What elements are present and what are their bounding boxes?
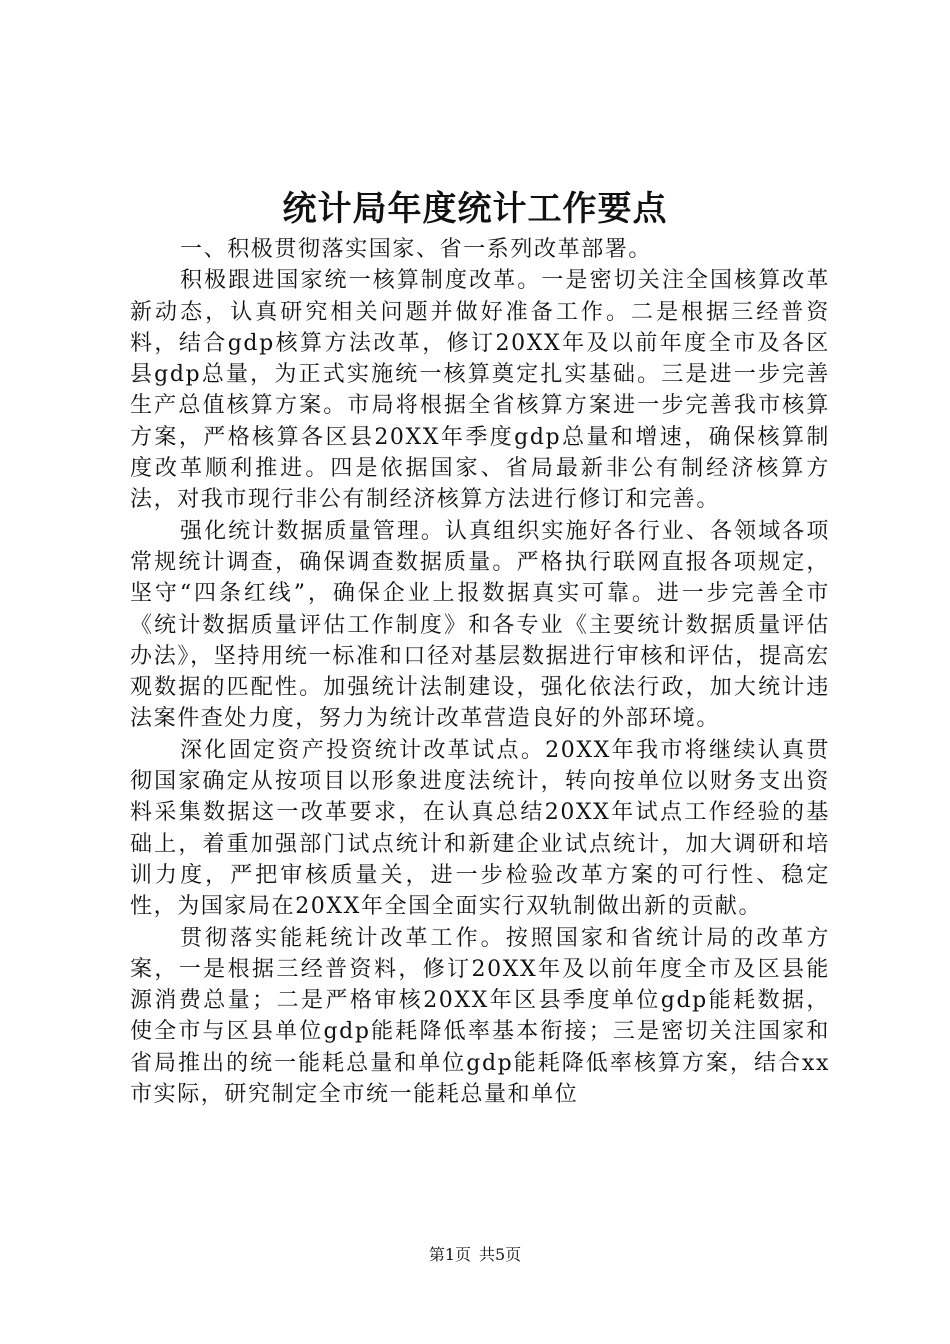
paragraph-data-quality: 强化统计数据质量管理。认真组织实施好各行业、各领域各项常规统计调查，确保调查数据质量。严格执行联网直报各项规定，坚守“四条红线”，确保企业上报数据真实可靠。进一步完善全市《统计数据质量评估工作制度》和各专业《主要统计数据质量评估办法》，坚持用统一标准和口径对基层数据进行审核和评估，提高宏观数据的匹配性。加强统计法制建设，强化依法行政，加大统计违法案件查处力度，努力为统计改革营造良好的外部环境。: [130, 518, 830, 732]
paragraph-energy-consumption: 贯彻落实能耗统计改革工作。按照国家和省统计局的改革方案，一是根据三经普资料，修订20XX年及以前年度全市及区县能源消费总量；二是严格审核20XX年区县季度单位gdp能耗数据，使全市与区县单位gdp能耗降低率基本衔接；三是密切关注国家和省局推出的统一能耗总量和单位gdp能耗降低率核算方案，结合xx市实际，研究制定全市统一能耗总量和单位: [130, 925, 830, 1108]
paragraph-fixed-asset-investment: 深化固定资产投资统计改革试点。20XX年我市将继续认真贯彻国家确定从按项目以形象进度法统计，转向按单位以财务支出资料采集数据这一改革要求，在认真总结20XX年试点工作经验的基础上，着重加强部门试点统计和新建企业试点统计，加大调研和培训力度，严把审核质量关，进一步检验改革方案的可行性、稳定性，为国家局在20XX年全国全面实行双轨制做出新的贡献。: [130, 737, 830, 920]
document-body: [130, 234, 830, 1110]
paragraph-accounting-reform: 积极跟进国家统一核算制度改革。一是密切关注全国核算改革新动态，认真研究相关问题并做好准备工作。二是根据三经普资料，结合gdp核算方法改革，修订20XX年及以前年度全市及各区县gdp总量，为正式实施统一核算奠定扎实基础。三是进一步完善生产总值核算方案。市局将根据全省核算方案进一步完善我市核算方案，严格核算各区县20XX年季度gdp总量和增速，确保核算制度改革顺利推进。四是依据国家、省局最新非公有制经济核算方法，对我市现行非公有制经济核算方法进行修订和完善。: [130, 268, 830, 513]
section-heading: 一、积极贯彻落实国家、省一系列改革部署。: [180, 237, 653, 262]
page-total: 共5页: [479, 1245, 522, 1264]
page-number: 第1页: [428, 1245, 471, 1264]
document-title: 统计局年度统计工作要点: [282, 189, 668, 229]
page-footer: [0, 1244, 950, 1266]
